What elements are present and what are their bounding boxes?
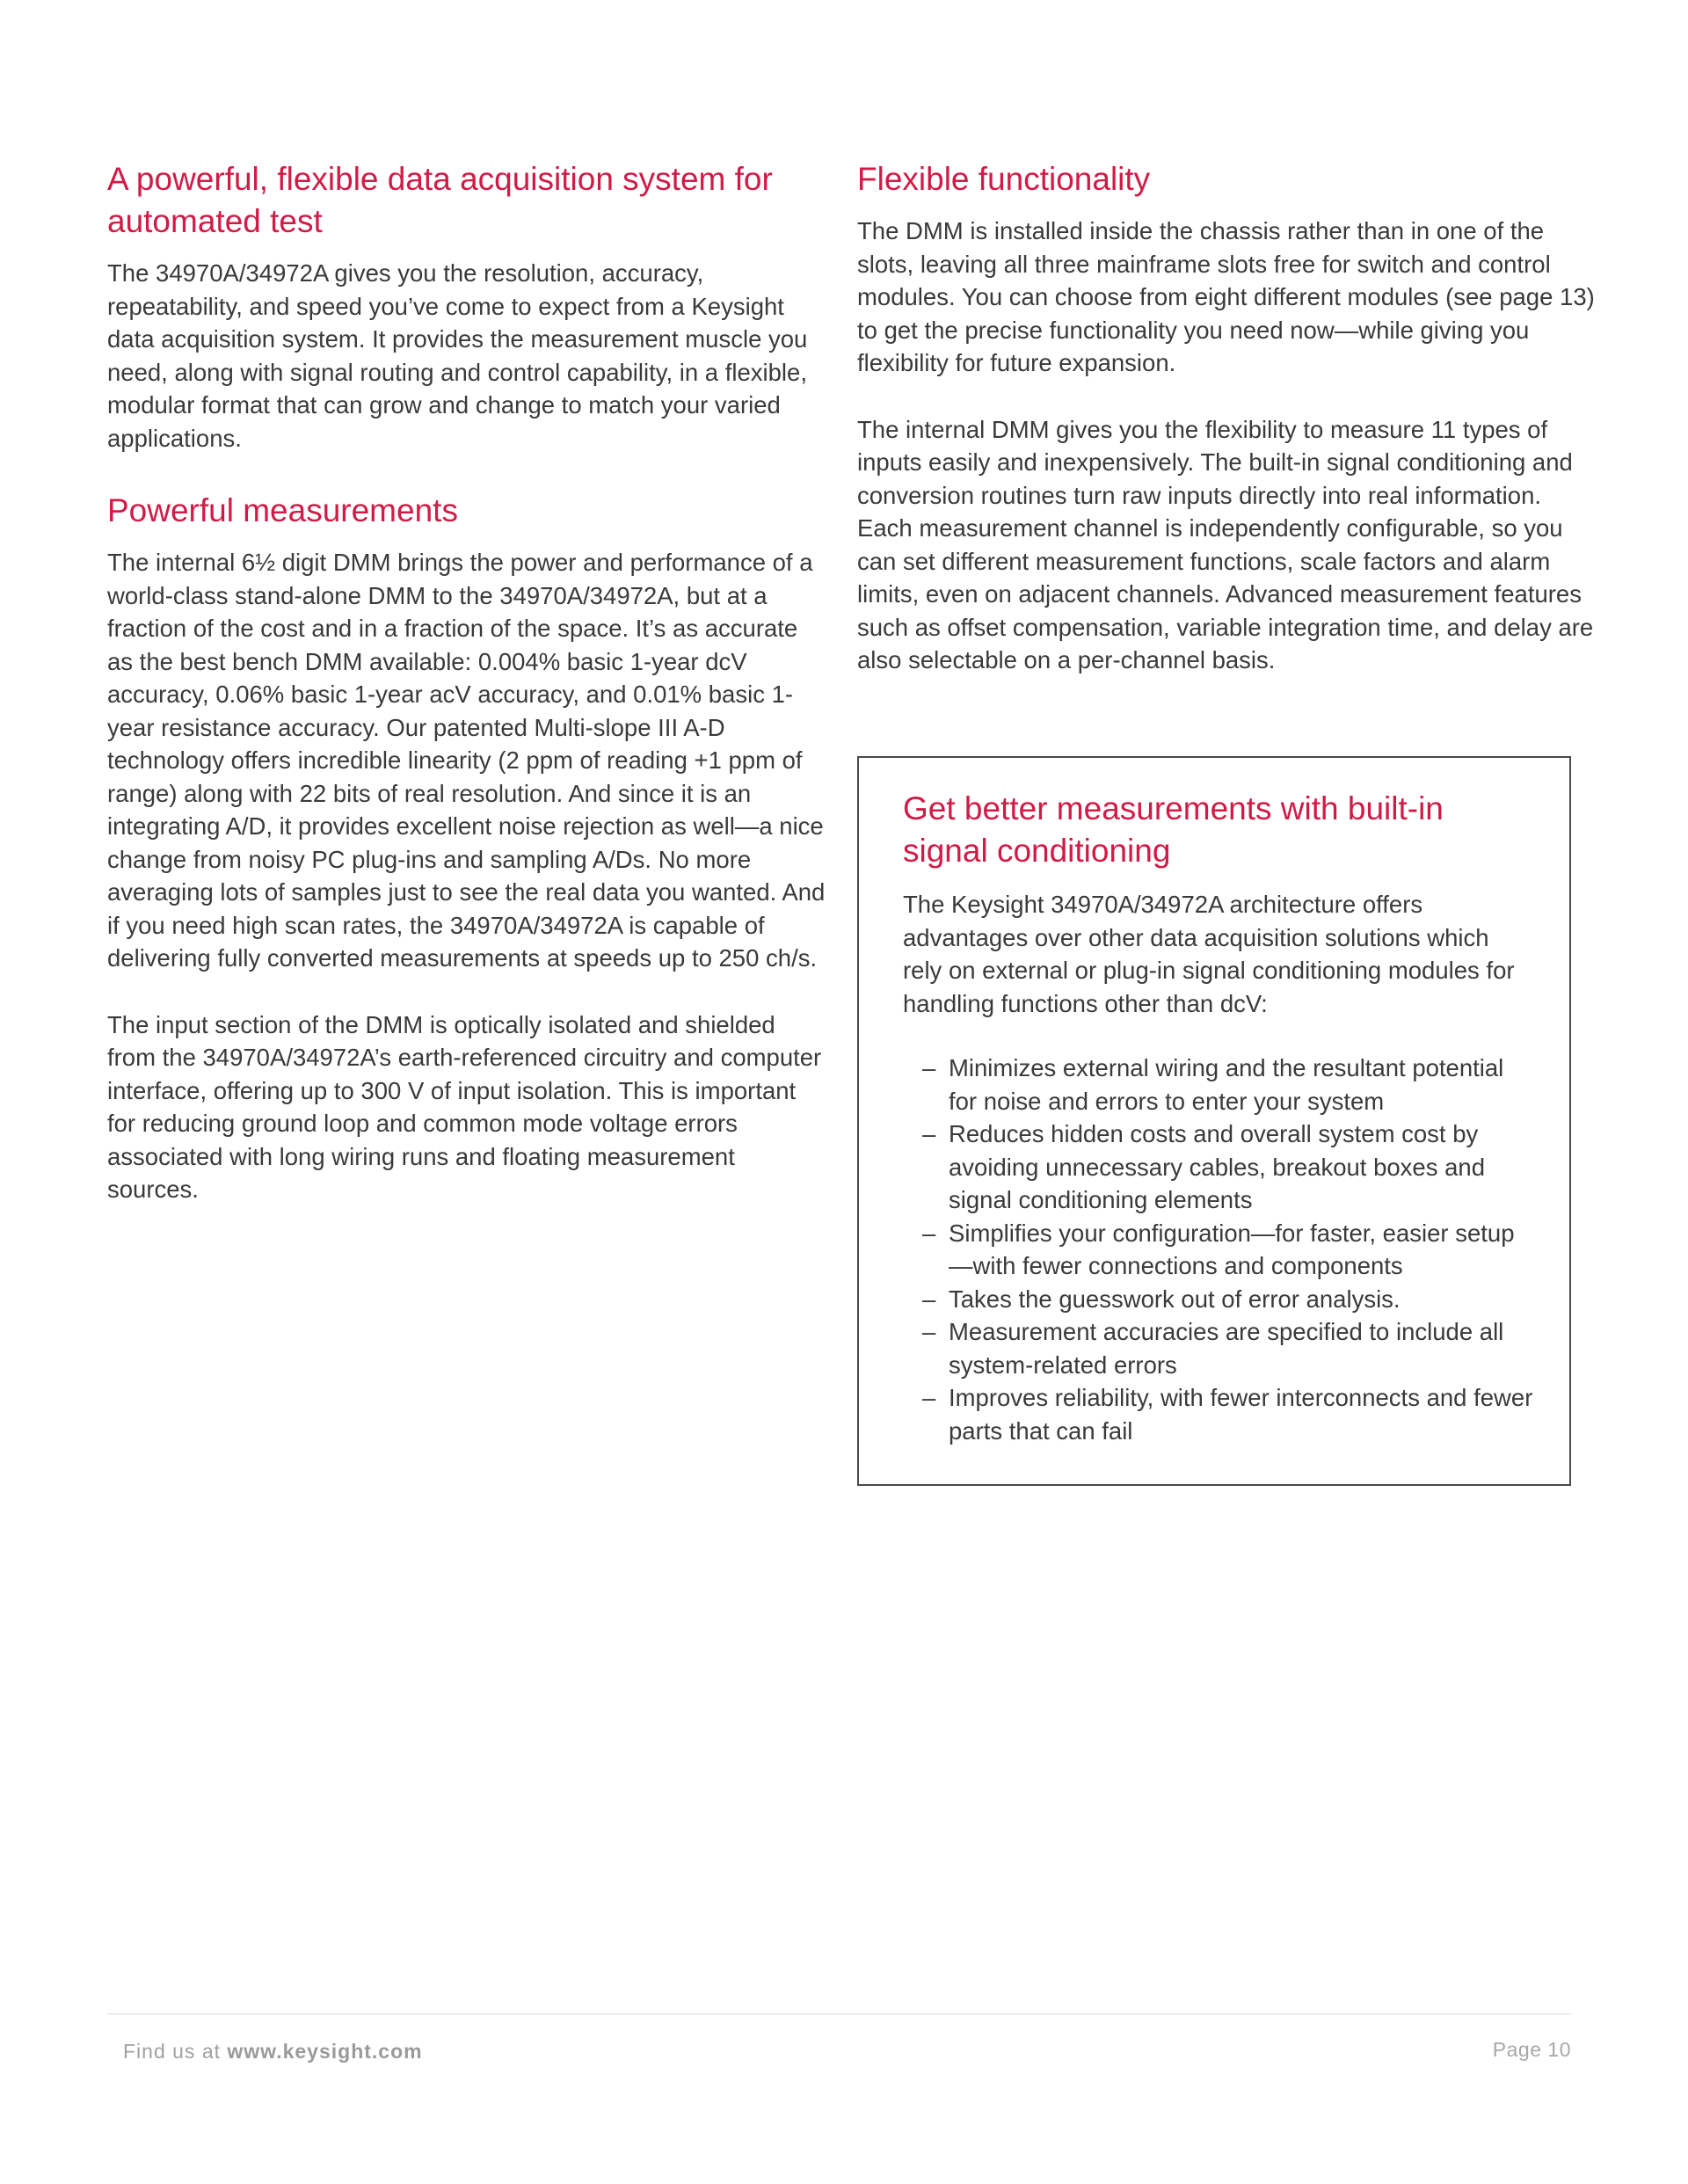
dash-bullet: – bbox=[922, 1054, 936, 1081]
left-column bbox=[107, 158, 828, 1206]
dash-bullet: – bbox=[922, 1120, 936, 1147]
section-heading-data-acquisition: A powerful, flexible data acquisition system for automated test bbox=[107, 161, 773, 239]
list-item: – Simplifies your configuration—for faster, easier setup—with fewer connections and components bbox=[949, 1217, 1534, 1283]
section-heading-powerful-measurements: Powerful measurements bbox=[107, 492, 458, 528]
section-heading-flexible-functionality: Flexible functionality bbox=[857, 161, 1151, 197]
list-item: – Takes the guesswork out of error analysis. bbox=[949, 1283, 1534, 1316]
dash-bullet: – bbox=[922, 1219, 936, 1247]
list-item: – Reduces hidden costs and overall system cost by avoiding unnecessary cables, breakout boxes and signal conditioning elements bbox=[949, 1117, 1534, 1217]
callout-heading: Get better measurements with built-in signal conditioning bbox=[903, 790, 1444, 869]
signal-conditioning-callout-box bbox=[857, 756, 1571, 1486]
footer-find-us-label: Find us at bbox=[123, 2040, 221, 2063]
list-item: – Measurement accuracies are specified to include all system-related errors bbox=[949, 1315, 1534, 1381]
footer-website-link[interactable]: www.keysight.com bbox=[227, 2040, 423, 2063]
data-acquisition-paragraph: The 34970A/34972A gives you the resolution, accuracy, repeatability, and speed you’ve come to expect from a Keysight data acquisition system. It provides the measurement muscle you need, along with signal routing and control capability, in a flexible, modular format that can grow and change to match your varied applications. bbox=[107, 259, 808, 452]
callout-intro: The Keysight 34970A/34972A architecture offers advantages over other data acquisition solutions which rely on external or plug-in signal conditioning modules for handling functions other than dcV: bbox=[903, 891, 1515, 1017]
dash-bullet: – bbox=[922, 1285, 936, 1313]
list-item: – Minimizes external wiring and the resultant potential for noise and errors to enter your system bbox=[949, 1052, 1534, 1117]
flexible-functionality-paragraph-2: The internal DMM gives you the flexibility to measure 11 types of inputs easily and inexpensively. The built-in signal conditioning and conversion routines turn raw inputs directly into real information. Each measurement channel is independently configurable, so you can set different measurement functions, scale factors and alarm limits, even on adjacent channels. Advanced measurement features such as offset compensation, variable integration time, and delay are also selectable on a per-channel basis. bbox=[857, 415, 1594, 673]
footer-divider bbox=[107, 2013, 1571, 2014]
flexible-functionality-paragraph-1: The DMM is installed inside the chassis rather than in one of the slots, leaving all three mainframe slots free for switch and control modules. You can choose from eight different modules (see page 13) to get the precise functionality you need now—while giving you flexibility for future expansion. bbox=[857, 217, 1595, 376]
callout-bullet-list bbox=[903, 1052, 1534, 1447]
footer-find-us bbox=[123, 2040, 423, 2064]
list-item: – Improves reliability, with fewer interconnects and fewer parts that can fail bbox=[949, 1381, 1534, 1447]
dash-bullet: – bbox=[922, 1318, 936, 1345]
right-column bbox=[857, 158, 1600, 677]
powerful-measurements-paragraph-2: The input section of the DMM is optically isolated and shielded from the 34970A/34972A’s earth-referenced circuitry and computer interface, offering up to 300 V of input isolation. This is important for reducing ground loop and common mode voltage errors associated with long wiring runs and floating measurement sources. bbox=[107, 1010, 822, 1203]
page-number: Page 10 bbox=[1492, 2038, 1571, 2061]
dash-bullet: – bbox=[922, 1384, 936, 1411]
powerful-measurements-paragraph-1: The internal 6½ digit DMM brings the power and performance of a world-class stand-alone DMM to the 34970A/34972A, but at a fraction of the cost and in a fraction of the space. It’s as accurate as the best bench DMM available: 0.004% basic 1-year dcV accuracy, 0.06% basic 1-year acV accuracy, and 0.01% basic 1-year resistance accuracy. Our patented Multi-slope III A-D technology offers incredible linearity (2 ppm of reading +1 ppm of range) along with 22 bits of real resolution. And since it is an integrating A/D, it provides excellent noise rejection as well—a nice change from noisy PC plug-ins and sampling A/Ds. No more averaging lots of samples just to see the real data you wanted. And if you need high scan rates, the 34970A/34972A is capable of delivering fully converted measurements at speeds up to 250 ch/s. bbox=[107, 549, 826, 972]
